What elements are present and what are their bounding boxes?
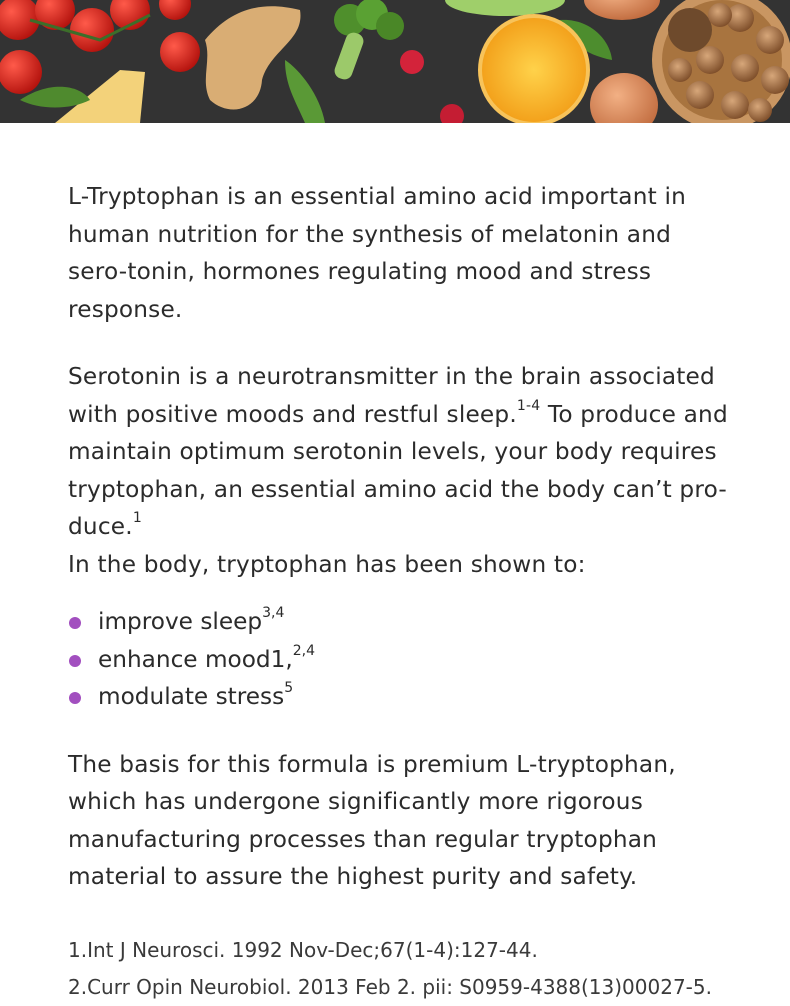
citation-superscript: 5 xyxy=(284,680,294,697)
list-item xyxy=(68,603,736,641)
list-item xyxy=(68,641,736,679)
bullet-dot-icon xyxy=(69,655,81,667)
citation-superscript: 3,4 xyxy=(262,605,285,622)
bullet-text: improve sleep xyxy=(98,608,263,635)
benefits-intro: In the body, tryptophan has been shown to: xyxy=(68,550,586,578)
reference-item: 2.Curr Opin Neurobiol. 2013 Feb 2. pii: S0959-4388(13)00027-5. xyxy=(68,974,712,999)
bullet-dot-icon xyxy=(69,692,81,704)
references xyxy=(68,932,736,1006)
serotonin-text-2: To produce and maintain optimum serotonin levels, your body requires tryptophan, an essential amino acid the body can’t pro-duce. xyxy=(68,400,728,540)
citation-superscript: 2,4 xyxy=(292,642,316,659)
article-body xyxy=(68,178,736,1006)
citation-superscript: 1 xyxy=(132,510,142,527)
bullet-text: modulate stress xyxy=(98,683,285,710)
food-ingredients-illustration xyxy=(0,0,790,123)
intro-paragraph: L-Tryptophan is an essential amino acid important in human nutrition for the synthesis of melatonin and sero-tonin, hormones regulating mood and stress response. xyxy=(68,183,687,323)
bullet-text: enhance mood1, xyxy=(98,645,293,673)
benefits-list xyxy=(68,603,736,716)
bullet-dot-icon xyxy=(69,617,81,629)
list-item xyxy=(68,678,736,716)
hero-banner-image xyxy=(0,0,790,123)
serotonin-paragraph xyxy=(68,358,736,546)
citation-superscript: 1-4 xyxy=(516,397,541,414)
reference-item: 1.Int J Neurosci. 1992 Nov-Dec;67(1-4):127-44. xyxy=(68,937,538,962)
serotonin-text-1: Serotonin is a neurotransmitter in the brain associated with positive moods and restful sleep. xyxy=(68,363,715,428)
formula-paragraph: The basis for this formula is premium L-tryptophan, which has undergone significantly more rigorous manufacturing processes than regular tryptophan material to assure the highest purity and safety. xyxy=(68,750,676,890)
